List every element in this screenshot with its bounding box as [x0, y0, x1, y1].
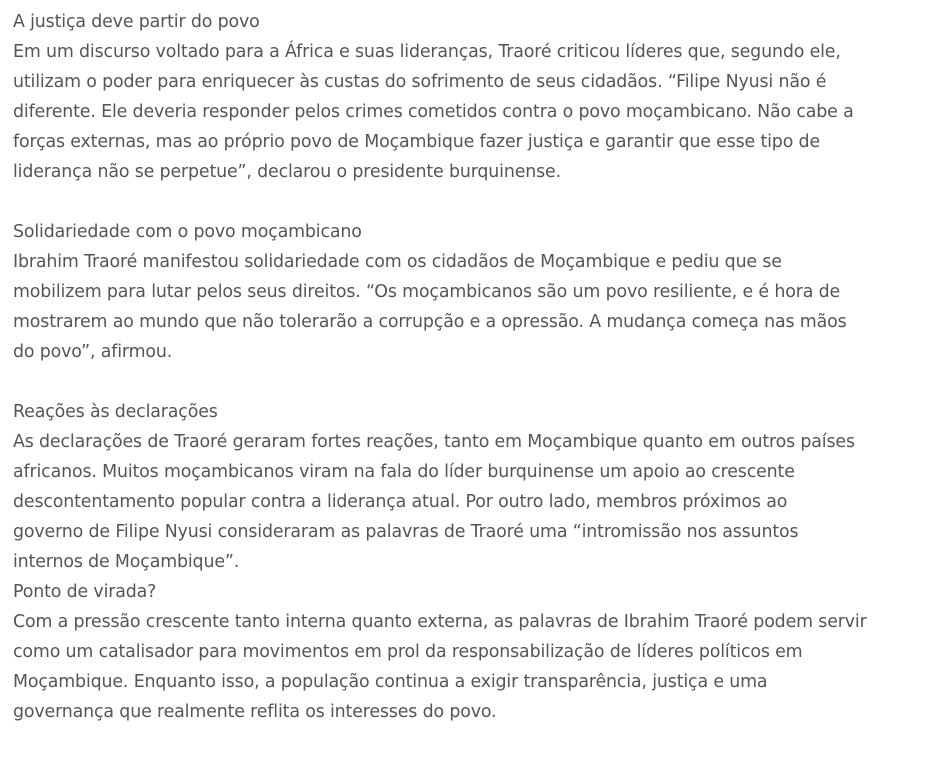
section-gap [13, 367, 933, 397]
paragraph-line: mostrarem ao mundo que não tolerarão a corrupção e a opressão. A mudança começa nas mãos [13, 312, 847, 332]
paragraph-line: internos de Moçambique”. [13, 552, 240, 572]
paragraph-line: como um catalisador para movimentos em prol da responsabilização de líderes políticos em [13, 642, 803, 662]
paragraph-line: governança que realmente reflita os interesses do povo. [13, 702, 497, 722]
section-heading-reacoes: Reações às declarações [13, 402, 218, 422]
paragraph-line: Em um discurso voltado para a África e suas lideranças, Traoré criticou líderes que, segundo ele, [13, 42, 841, 62]
article-body [13, 7, 933, 727]
paragraph-line: do povo”, afirmou. [13, 342, 173, 362]
paragraph-line: diferente. Ele deveria responder pelos crimes cometidos contra o povo moçambicano. Não cabe a [13, 102, 854, 122]
section-heading-justica: A justiça deve partir do povo [13, 12, 260, 32]
section-heading-solidariedade: Solidariedade com o povo moçambicano [13, 222, 362, 242]
paragraph-line: Com a pressão crescente tanto interna quanto externa, as palavras de Ibrahim Traoré podem servir [13, 612, 867, 632]
paragraph-line: descontentamento popular contra a liderança atual. Por outro lado, membros próximos ao [13, 492, 788, 512]
paragraph-line: liderança não se perpetue”, declarou o presidente burquinense. [13, 162, 561, 182]
paragraph-line: governo de Filipe Nyusi consideraram as palavras de Traoré uma “intromissão nos assuntos [13, 522, 799, 542]
section-heading-ponto-de-virada: Ponto de virada? [13, 582, 157, 602]
paragraph-line: africanos. Muitos moçambicanos viram na fala do líder burquinense um apoio ao crescente [13, 462, 795, 482]
paragraph-line: Ibrahim Traoré manifestou solidariedade com os cidadãos de Moçambique e pediu que se [13, 252, 782, 272]
paragraph-line: forças externas, mas ao próprio povo de Moçambique fazer justiça e garantir que esse tipo de [13, 132, 820, 152]
paragraph-line: As declarações de Traoré geraram fortes reações, tanto em Moçambique quanto em outros países [13, 432, 855, 452]
section-gap [13, 187, 933, 217]
paragraph-line: Moçambique. Enquanto isso, a população continua a exigir transparência, justiça e uma [13, 672, 768, 692]
paragraph-line: utilizam o poder para enriquecer às custas do sofrimento de seus cidadãos. “Filipe Nyusi não é [13, 72, 827, 92]
paragraph-line: mobilizem para lutar pelos seus direitos. “Os moçambicanos são um povo resiliente, e é hora de [13, 282, 841, 302]
